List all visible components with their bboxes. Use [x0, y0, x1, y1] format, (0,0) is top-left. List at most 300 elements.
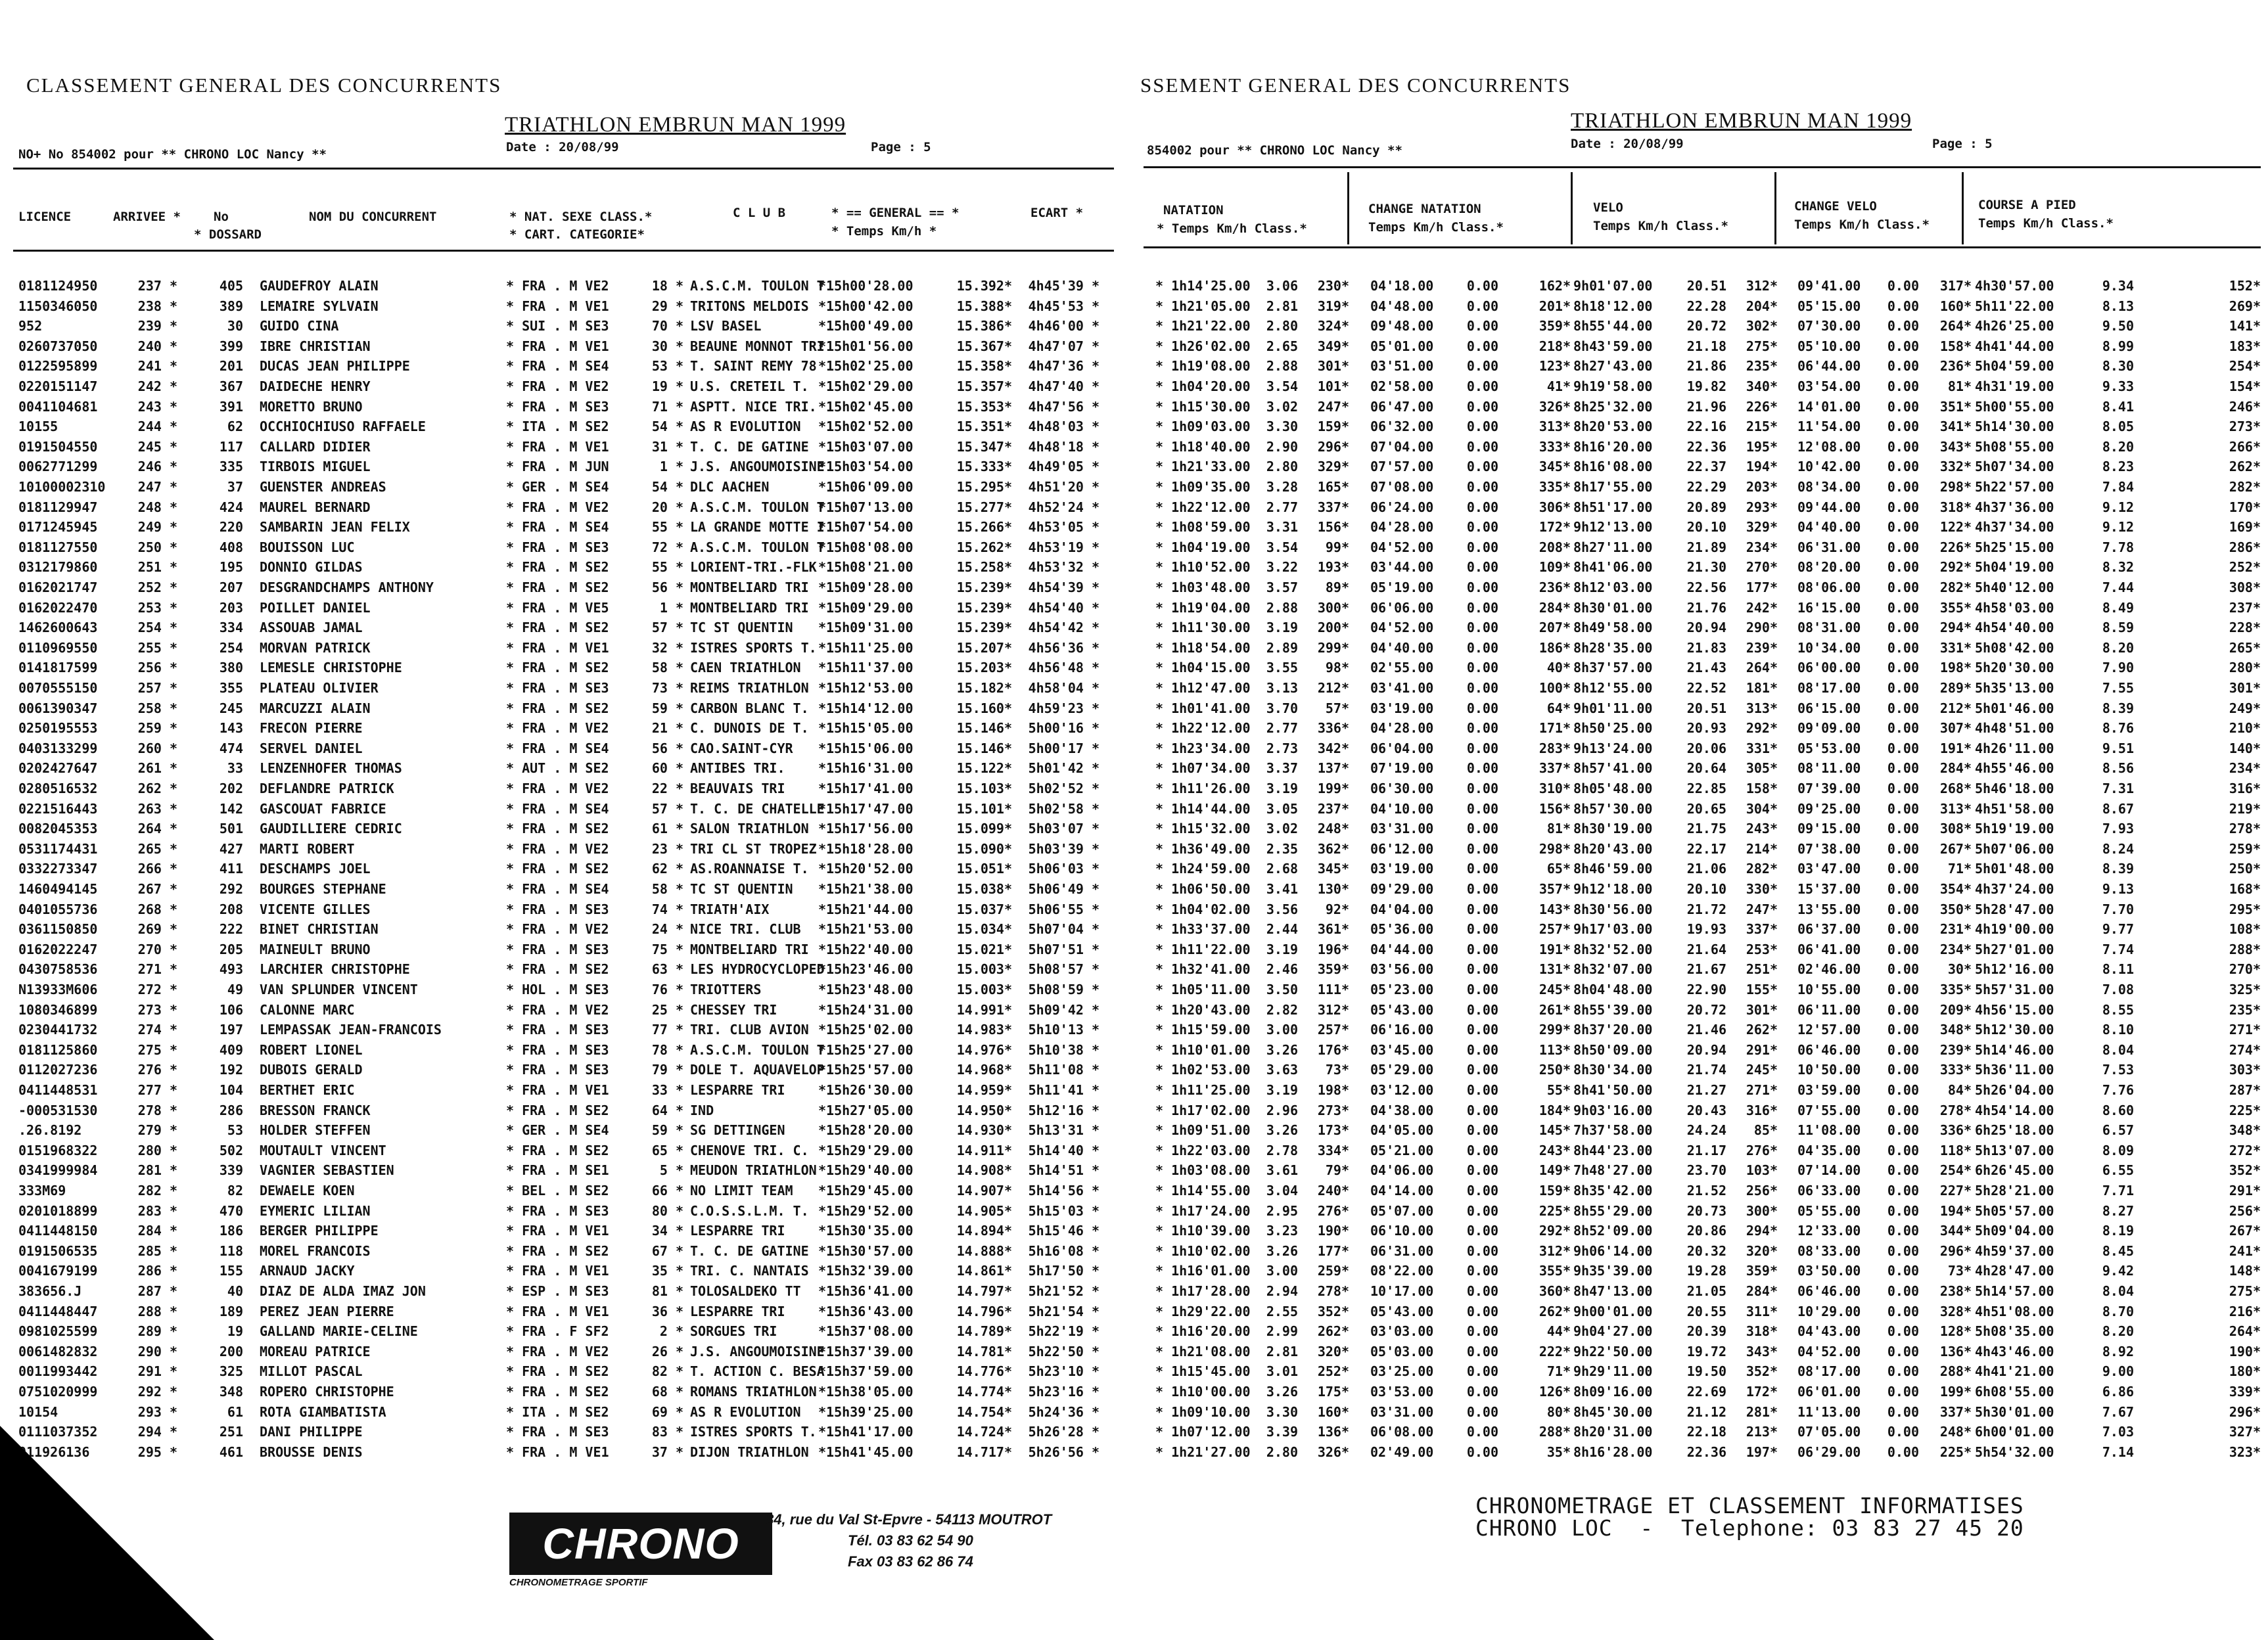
bike-time: 9h04'27.00 [1573, 1323, 1653, 1340]
bike-speed: 23.70 [1686, 1162, 1726, 1179]
club: TRIATH'AIX [690, 901, 770, 917]
bike-rank: 276* [1746, 1142, 1778, 1158]
swim-speed: 3.26 [1266, 1122, 1298, 1139]
general-speed: 15.239* [956, 620, 1012, 636]
run-rank: 234* [2229, 760, 2261, 777]
t1-time: 04'52.00 [1370, 620, 1434, 636]
bike-time: 8h30'56.00 [1573, 901, 1653, 917]
table-row [0, 1342, 1117, 1361]
bike-time: 9h29'11.00 [1573, 1363, 1653, 1380]
t2-speed: 0.00 [1887, 580, 1919, 595]
swim-speed: 3.02 [1266, 398, 1298, 415]
run-speed: 7.55 [2102, 680, 2134, 696]
swim-speed: 3.04 [1266, 1183, 1298, 1198]
swim-time: * 1h15'45.00 [1155, 1363, 1251, 1380]
bike-time: 8h32'07.00 [1573, 961, 1653, 978]
table-row [1117, 900, 2268, 919]
club: ASPTT. NICE TRI. [690, 398, 817, 415]
t2-time: 04'35.00 [1797, 1142, 1861, 1158]
t2-rank: 73* [1947, 1263, 1972, 1279]
run-time: 5h22'57.00 [1975, 479, 2054, 495]
header-change-natation-sub: Temps Km/h Class.* [1368, 220, 1504, 235]
bike-rank: 300* [1746, 1202, 1778, 1219]
t2-speed: 0.00 [1887, 620, 1919, 636]
run-speed: 7.67 [2102, 1403, 2134, 1420]
run-time: 5h19'19.00 [1975, 821, 2054, 837]
run-speed: 8.59 [2102, 620, 2134, 636]
table-row [0, 1261, 1117, 1281]
t2-time: 05'10.00 [1797, 338, 1861, 354]
t2-time: 10'42.00 [1797, 459, 1861, 475]
general-speed: 15.021* [956, 941, 1012, 957]
t1-speed: 0.00 [1466, 760, 1498, 777]
competitor-name: VAN SPLUNDER VINCENT [260, 982, 418, 997]
t2-rank: 307* [1939, 720, 1972, 737]
header-dossard: * DOSSARD [194, 227, 262, 242]
t1-time: 03'41.00 [1370, 680, 1434, 696]
run-speed: 9.12 [2102, 499, 2134, 515]
run-speed: 8.11 [2102, 961, 2134, 978]
club: CARBON BLANC T. [690, 700, 809, 716]
ecart: 5h15'03 * [1028, 1202, 1099, 1219]
table-row [1117, 457, 2268, 476]
t2-time: 07'14.00 [1797, 1162, 1861, 1179]
t1-time: 05'36.00 [1370, 921, 1434, 938]
table-row [1117, 296, 2268, 316]
category-rank: 69 * [651, 1403, 683, 1420]
swim-time: * 1h21'27.00 [1155, 1444, 1251, 1460]
arrivee: 291 * [137, 1363, 177, 1380]
swim-speed: 3.05 [1266, 800, 1298, 817]
ecart: 5h00'16 * [1028, 720, 1099, 737]
arrivee: 282 * [137, 1183, 177, 1198]
table-row [0, 1281, 1117, 1301]
category-rank: 75 * [651, 941, 683, 957]
bike-speed: 22.37 [1686, 459, 1726, 475]
t2-rank: 318* [1939, 499, 1972, 515]
table-row [0, 276, 1117, 296]
t2-time: 12'08.00 [1797, 438, 1861, 455]
dossard: 49 [227, 982, 243, 997]
t1-time: 06'10.00 [1370, 1223, 1434, 1239]
swim-rank: 312* [1317, 1001, 1349, 1018]
run-time: 4h37'24.00 [1975, 881, 2054, 897]
t2-speed: 0.00 [1887, 1202, 1919, 1219]
t2-time: 12'57.00 [1797, 1022, 1861, 1038]
bike-time: 8h09'16.00 [1573, 1384, 1653, 1400]
t1-time: 06'06.00 [1370, 599, 1434, 616]
swim-time: * 1h17'24.00 [1155, 1202, 1251, 1219]
t2-rank: 136* [1939, 1343, 1972, 1359]
dossard: 19 [227, 1323, 243, 1340]
run-speed: 7.84 [2102, 479, 2134, 495]
t2-time: 02'46.00 [1797, 961, 1861, 978]
general-speed: 14.950* [956, 1102, 1012, 1118]
swim-speed: 3.28 [1266, 479, 1298, 495]
table-row [1117, 397, 2268, 417]
t1-rank: 65* [1546, 861, 1571, 877]
club: J.S. ANGOUMOISINE [690, 1343, 825, 1359]
nationality-category: * FRA . M JUN [506, 459, 609, 475]
header-change-velo: CHANGE VELO [1794, 199, 1877, 214]
t1-rank: 40* [1546, 660, 1571, 676]
club: MONTBELIARD TRI [690, 941, 809, 957]
t2-speed: 0.00 [1887, 941, 1919, 957]
club: ANTIBES TRI. [690, 760, 785, 777]
t1-speed: 0.00 [1466, 1384, 1498, 1400]
bike-speed: 21.46 [1686, 1022, 1726, 1038]
t1-rank: 109* [1539, 559, 1571, 576]
competitor-name: LARCHIER CHRISTOPHE [260, 961, 410, 978]
t1-rank: 292* [1539, 1223, 1571, 1239]
general-speed: 15.262* [956, 539, 1012, 555]
nationality-category: * FRA . M SE3 [506, 680, 609, 696]
swim-rank: 300* [1317, 599, 1349, 616]
nationality-category: * FRA . M VE1 [506, 1223, 609, 1239]
competitor-name: ROBERT LIONEL [260, 1041, 363, 1058]
arrivee: 245 * [137, 438, 177, 455]
run-time: 5h14'57.00 [1975, 1283, 2054, 1299]
bike-time: 8h47'13.00 [1573, 1283, 1653, 1299]
t2-rank: 296* [1939, 1242, 1972, 1259]
t2-time: 12'33.00 [1797, 1223, 1861, 1239]
category-rank: 34 * [651, 1223, 683, 1239]
nationality-category: * FRA . M SE3 [506, 1062, 609, 1078]
t2-speed: 0.00 [1887, 1183, 1919, 1198]
bike-rank: 204* [1746, 298, 1778, 314]
competitor-name: SERVEL DANIEL [260, 740, 363, 756]
run-time: 5h12'16.00 [1975, 961, 2054, 978]
category-rank: 61 * [651, 821, 683, 837]
t2-speed: 0.00 [1887, 1062, 1919, 1078]
t2-time: 06'15.00 [1797, 700, 1861, 716]
t1-time: 02'58.00 [1370, 378, 1434, 394]
bike-time: 9h13'24.00 [1573, 740, 1653, 756]
run-rank: 168* [2229, 881, 2261, 897]
ecart: 5h07'51 * [1028, 941, 1099, 957]
table-row [0, 638, 1117, 658]
dossard: 292 [219, 881, 243, 897]
general-speed: 14.754* [956, 1403, 1012, 1420]
arrivee: 280 * [137, 1142, 177, 1158]
run-speed: 8.04 [2102, 1283, 2134, 1299]
bike-rank: 181* [1746, 680, 1778, 696]
swim-rank: 257* [1317, 1022, 1349, 1038]
licence: 0062771299 [18, 459, 98, 475]
swim-rank: 276* [1317, 1202, 1349, 1219]
licence: .26.8192 [18, 1122, 82, 1139]
table-row [1117, 638, 2268, 658]
t2-rank: 354* [1939, 881, 1972, 897]
t1-time: 03'51.00 [1370, 358, 1434, 375]
general-speed: 14.724* [956, 1424, 1012, 1440]
run-rank: 291* [2229, 1183, 2261, 1198]
arrivee: 262 * [137, 781, 177, 796]
t2-rank: 332* [1939, 459, 1972, 475]
swim-rank: 352* [1317, 1303, 1349, 1319]
t2-rank: 317* [1939, 278, 1972, 294]
category-rank: 56 * [651, 740, 683, 756]
swim-rank: 319* [1317, 298, 1349, 314]
ecart: 5h11'41 * [1028, 1082, 1099, 1098]
left-date: Date : 20/08/99 [506, 140, 619, 154]
table-row [1117, 356, 2268, 376]
run-speed: 7.93 [2102, 821, 2134, 837]
run-speed: 8.39 [2102, 700, 2134, 716]
table-row [1117, 1382, 2268, 1401]
general-speed: 15.051* [956, 861, 1012, 877]
bike-speed: 19.28 [1686, 1263, 1726, 1279]
run-rank: 256* [2229, 1202, 2261, 1219]
bike-speed: 21.86 [1686, 358, 1726, 375]
table-row [0, 718, 1117, 738]
swim-time: * 1h26'02.00 [1155, 338, 1251, 354]
t2-time: 06'46.00 [1797, 1283, 1861, 1299]
run-time: 5h08'55.00 [1975, 438, 2054, 455]
swim-speed: 2.81 [1266, 1343, 1298, 1359]
run-time: 5h20'30.00 [1975, 660, 2054, 676]
ecart: 5h22'50 * [1028, 1343, 1099, 1359]
t2-rank: 226* [1939, 539, 1972, 555]
bike-speed: 22.18 [1686, 1424, 1726, 1440]
run-rank: 295* [2229, 901, 2261, 917]
swim-time: * 1h04'02.00 [1155, 901, 1251, 917]
swim-rank: 324* [1317, 318, 1349, 334]
t1-speed: 0.00 [1466, 419, 1498, 435]
arrivee: 247 * [137, 479, 177, 495]
table-row [0, 1040, 1117, 1060]
header-arrivee: ARRIVEE * [113, 210, 181, 224]
run-rank: 287* [2229, 1082, 2261, 1098]
table-row [1117, 940, 2268, 959]
club: ISTRES SPORTS T. [690, 639, 817, 656]
category-rank: 57 * [651, 800, 683, 817]
table-row [1117, 1201, 2268, 1221]
general-time: *15h03'07.00 [818, 438, 914, 455]
general-time: *15h29'45.00 [818, 1183, 914, 1198]
table-row [1117, 1361, 2268, 1381]
t2-rank: 351* [1939, 398, 1972, 415]
category-rank: 37 * [651, 1444, 683, 1460]
bike-time: 8h52'09.00 [1573, 1223, 1653, 1239]
ecart: 5h07'04 * [1028, 921, 1099, 938]
general-time: *15h36'43.00 [818, 1303, 914, 1319]
general-speed: 14.983* [956, 1022, 1012, 1038]
bike-rank: 282* [1746, 861, 1778, 877]
t2-rank: 355* [1939, 599, 1972, 616]
general-time: *15h32'39.00 [818, 1263, 914, 1279]
bike-time: 8h57'41.00 [1573, 760, 1653, 777]
category-rank: 29 * [651, 298, 683, 314]
category-rank: 54 * [651, 479, 683, 495]
table-row [1117, 477, 2268, 497]
t1-time: 04'14.00 [1370, 1183, 1434, 1198]
general-speed: 15.239* [956, 580, 1012, 595]
right-page [1117, 0, 2268, 1640]
run-rank: 141* [2229, 318, 2261, 334]
bike-rank: 292* [1746, 720, 1778, 737]
dossard: 427 [219, 840, 243, 857]
run-time: 5h30'01.00 [1975, 1403, 2054, 1420]
ecart: 4h58'04 * [1028, 680, 1099, 696]
table-row [1117, 1040, 2268, 1060]
general-time: *15h16'31.00 [818, 760, 914, 777]
t2-speed: 0.00 [1887, 1323, 1919, 1340]
competitor-name: MORVAN PATRICK [260, 639, 371, 656]
licence: 952 [18, 318, 43, 334]
t2-rank: 341* [1939, 419, 1972, 435]
swim-speed: 2.80 [1266, 318, 1298, 334]
swim-speed: 3.19 [1266, 941, 1298, 957]
bike-rank: 343* [1746, 1343, 1778, 1359]
licence: 0191504550 [18, 438, 98, 455]
t1-rank: 333* [1539, 438, 1571, 455]
bike-speed: 22.28 [1686, 298, 1726, 314]
bike-speed: 20.10 [1686, 519, 1726, 535]
t2-rank: 30* [1947, 961, 1972, 978]
bike-time: 8h30'19.00 [1573, 821, 1653, 837]
t1-rank: 149* [1539, 1162, 1571, 1179]
competitor-name: DUCAS JEAN PHILIPPE [260, 358, 410, 375]
t2-time: 09'25.00 [1797, 800, 1861, 817]
t1-time: 02'49.00 [1370, 1444, 1434, 1460]
bike-time: 8h16'28.00 [1573, 1444, 1653, 1460]
run-speed: 7.53 [2102, 1062, 2134, 1078]
bike-time: 8h20'43.00 [1573, 840, 1653, 857]
table-row [0, 980, 1117, 999]
bike-rank: 247* [1746, 901, 1778, 917]
run-time: 5h36'11.00 [1975, 1062, 2054, 1078]
left-reference: NO+ No 854002 pour ** CHRONO LOC Nancy ** [18, 147, 327, 162]
category-rank: 70 * [651, 318, 683, 334]
competitor-name: ROPERO CHRISTOPHE [260, 1384, 394, 1400]
arrivee: 238 * [137, 298, 177, 314]
run-speed: 8.45 [2102, 1242, 2134, 1259]
bike-rank: 337* [1746, 921, 1778, 938]
swim-time: * 1h10'01.00 [1155, 1041, 1251, 1058]
swim-speed: 3.63 [1266, 1062, 1298, 1078]
table-row [0, 900, 1117, 919]
bike-speed: 20.72 [1686, 1001, 1726, 1018]
t1-time: 03'56.00 [1370, 961, 1434, 978]
category-rank: 19 * [651, 378, 683, 394]
licence: 0041104681 [18, 398, 98, 415]
run-time: 4h43'46.00 [1975, 1343, 2054, 1359]
club: DIJON TRIATHLON [690, 1444, 809, 1460]
bike-time: 8h46'59.00 [1573, 861, 1653, 877]
licence: 0981025599 [18, 1323, 98, 1340]
run-speed: 8.05 [2102, 419, 2134, 435]
swim-rank: 345* [1317, 861, 1349, 877]
t1-time: 05'43.00 [1370, 1001, 1434, 1018]
bike-time: 8h45'30.00 [1573, 1403, 1653, 1420]
t1-time: 04'48.00 [1370, 298, 1434, 314]
nationality-category: * FRA . M VE5 [506, 599, 609, 616]
arrivee: 241 * [137, 358, 177, 375]
arrivee: 268 * [137, 901, 177, 917]
ecart: 5h02'52 * [1028, 781, 1099, 796]
swim-time: * 1h21'22.00 [1155, 318, 1251, 334]
t1-speed: 0.00 [1466, 639, 1498, 656]
header-velo-sub: Temps Km/h Class.* [1593, 219, 1728, 233]
club: SORGUES TRI [690, 1323, 777, 1340]
run-speed: 8.49 [2102, 599, 2134, 616]
club: LORIENT-TRI.-FLK [690, 559, 817, 576]
ecart: 4h56'36 * [1028, 639, 1099, 656]
t1-time: 04'28.00 [1370, 720, 1434, 737]
t1-time: 07'04.00 [1370, 438, 1434, 455]
licence: 0280516532 [18, 781, 98, 796]
swim-time: * 1h14'25.00 [1155, 278, 1251, 294]
bike-time: 8h57'30.00 [1573, 800, 1653, 817]
bike-speed: 20.51 [1686, 278, 1726, 294]
club: A.S.C.M. TOULON T [690, 539, 825, 555]
t2-speed: 0.00 [1887, 499, 1919, 515]
t1-rank: 360* [1539, 1283, 1571, 1299]
bike-speed: 21.12 [1686, 1403, 1726, 1420]
t2-time: 11'08.00 [1797, 1122, 1861, 1139]
table-row [0, 296, 1117, 316]
bike-speed: 21.64 [1686, 941, 1726, 957]
t1-rank: 201* [1539, 298, 1571, 314]
t2-speed: 0.00 [1887, 438, 1919, 455]
arrivee: 253 * [137, 599, 177, 616]
category-rank: 68 * [651, 1384, 683, 1400]
table-row [1117, 1221, 2268, 1241]
bike-speed: 21.18 [1686, 338, 1726, 354]
t1-rank: 172* [1539, 519, 1571, 535]
swim-time: * 1h03'08.00 [1155, 1162, 1251, 1179]
table-row [1117, 718, 2268, 738]
table-row [0, 618, 1117, 637]
run-speed: 9.33 [2102, 378, 2134, 394]
bike-rank: 275* [1746, 338, 1778, 354]
general-speed: 15.386* [956, 318, 1012, 334]
logo-subtitle: CHRONOMETRAGE SPORTIF [509, 1577, 648, 1588]
run-time: 5h08'35.00 [1975, 1323, 2054, 1340]
ecart: 4h54'39 * [1028, 580, 1099, 595]
bike-rank: 271* [1746, 1082, 1778, 1098]
run-rank: 252* [2229, 559, 2261, 576]
nationality-category: * ESP . M SE3 [506, 1283, 609, 1299]
swim-time: * 1h15'32.00 [1155, 821, 1251, 837]
run-rank: 254* [2229, 358, 2261, 375]
category-rank: 1 * [659, 599, 683, 616]
run-rank: 275* [2229, 1283, 2261, 1299]
run-rank: 154* [2229, 378, 2261, 394]
t2-time: 10'34.00 [1797, 639, 1861, 656]
bike-rank: 203* [1746, 479, 1778, 495]
t2-rank: 198* [1939, 660, 1972, 676]
swim-speed: 3.00 [1266, 1022, 1298, 1038]
t2-time: 08'06.00 [1797, 580, 1861, 595]
bike-speed: 21.83 [1686, 639, 1726, 656]
licence: 0122595899 [18, 358, 98, 375]
run-time: 4h30'57.00 [1975, 278, 2054, 294]
t2-rank: 337* [1939, 1403, 1972, 1420]
run-rank: 352* [2229, 1162, 2261, 1179]
t2-time: 10'29.00 [1797, 1303, 1861, 1319]
bike-speed: 20.72 [1686, 318, 1726, 334]
swim-time: * 1h22'12.00 [1155, 720, 1251, 737]
general-time: *15h02'45.00 [818, 398, 914, 415]
run-rank: 265* [2229, 639, 2261, 656]
bike-rank: 155* [1746, 982, 1778, 997]
category-rank: 73 * [651, 680, 683, 696]
ecart: 4h53'19 * [1028, 539, 1099, 555]
nationality-category: * FRA . M SE2 [506, 1363, 609, 1380]
competitor-name: PEREZ JEAN PIERRE [260, 1303, 394, 1319]
